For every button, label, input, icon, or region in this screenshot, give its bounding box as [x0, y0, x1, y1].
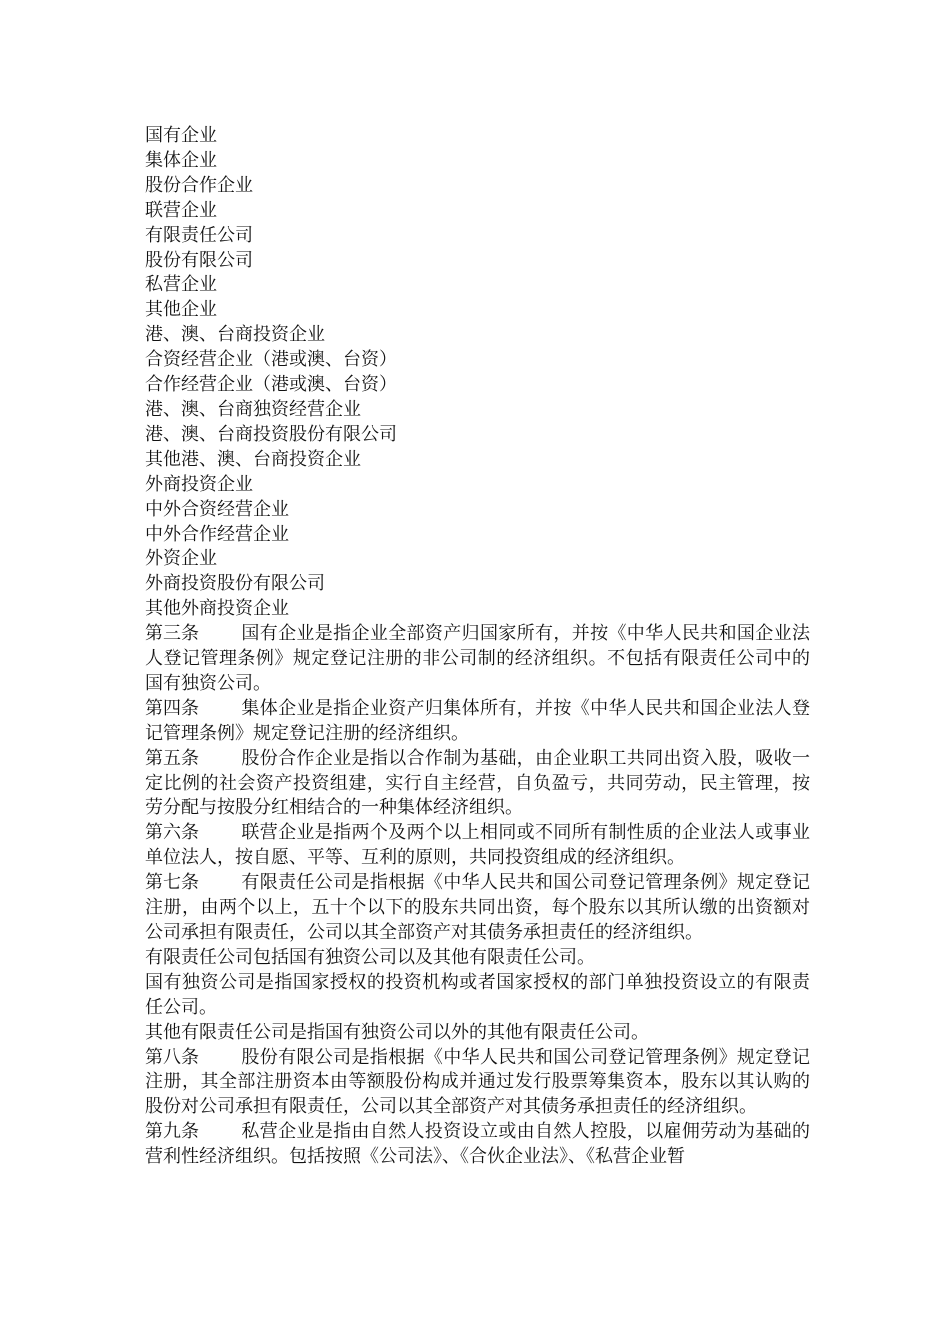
list-item: 联营企业: [145, 199, 217, 221]
article-8: [145, 1046, 810, 1121]
list-item: 股份合作企业: [145, 174, 253, 196]
list-item: 国有企业: [145, 125, 217, 146]
list-item: 港、澳、台商投资股份有限公司: [145, 423, 397, 445]
article-number: 第八条: [145, 1046, 199, 1068]
list-item: 外资企业: [145, 548, 217, 570]
article-text: 股份合作企业是指以合作制为基础，由企业职工共同出资入股，吸收一定比例的社会资产投资组建，实行自主经营，自负盈亏，共同劳动，民主管理，按劳分配与按股分红相结合的一种集体经济组织。: [145, 747, 810, 819]
article-text: 联营企业是指两个及两个以上相同或不同所有制性质的企业法人或事业单位法人，按自愿、平等、互利的原则，共同投资组成的经济组织。: [145, 822, 810, 869]
list-item: 合资经营企业（港或澳、台资）: [145, 349, 397, 371]
article-7: [145, 871, 810, 946]
list-item: 有限责任公司: [145, 224, 253, 246]
list-item: 外商投资股份有限公司: [145, 573, 325, 595]
list-item: 私营企业: [145, 274, 217, 296]
list-item: 港、澳、台商独资经营企业: [145, 398, 361, 420]
list-item: 港、澳、台商投资企业: [145, 324, 325, 346]
list-item: 其他企业: [145, 299, 217, 321]
article-text: 股份有限公司是指根据《中华人民共和国公司登记管理条例》规定登记注册，其全部注册资本由等额股份构成并通过发行股票筹集资本，股东以其认购的股份对公司承担有限责任，公司以其全部资产对其债务承担责任的经济组织。: [145, 1046, 810, 1118]
article-5: [145, 747, 810, 822]
article-number: 第六条: [145, 822, 199, 844]
article-3: [145, 622, 810, 697]
article-4: [145, 697, 810, 747]
list-item: 外商投资企业: [145, 473, 253, 495]
article-number: 第五条: [145, 747, 199, 769]
article-number: 第七条: [145, 872, 199, 894]
article-number: 第四条: [145, 697, 199, 719]
list-item: 中外合作经营企业: [145, 523, 289, 545]
paragraph: 国有独资公司是指国家授权的投资机构或者国家授权的部门单独投资设立的有限责任公司。: [145, 971, 810, 1018]
article-text: 国有企业是指企业全部资产归国家所有，并按《中华人民共和国企业法人登记管理条例》规定登记注册的非公司制的经济组织。不包括有限责任公司中的国有独资公司。: [145, 623, 810, 694]
paragraph: 有限责任公司包括国有独资公司以及其他有限责任公司。: [145, 946, 595, 968]
paragraph: 其他有限责任公司是指国有独资公司以外的其他有限责任公司。: [145, 1021, 649, 1043]
list-item: 其他外商投资企业: [145, 598, 289, 620]
list-item: 集体企业: [145, 149, 217, 171]
document-page: [145, 124, 810, 1170]
list-item: 合作经营企业（港或澳、台资）: [145, 374, 397, 396]
list-item: 股份有限公司: [145, 249, 253, 271]
article-number: 第三条: [145, 623, 199, 645]
article-9: [145, 1120, 810, 1170]
article-6: [145, 821, 810, 871]
article-text: 私营企业是指由自然人投资设立或由自然人控股，以雇佣劳动为基础的营利性经济组织。包括按照《公司法》、《合伙企业法》、《私营企业暂: [145, 1121, 810, 1168]
article-text: 集体企业是指企业资产归集体所有，并按《中华人民共和国企业法人登记管理条例》规定登记注册的经济组织。: [145, 697, 810, 744]
list-item: 其他港、澳、台商投资企业: [145, 448, 361, 470]
article-text: 有限责任公司是指根据《中华人民共和国公司登记管理条例》规定登记注册，由两个以上，五十个以下的股东共同出资，每个股东以其所认缴的出资额对公司承担有限责任，公司以其全部资产对其债务承担责任的经济组织。: [145, 872, 810, 943]
list-item: 中外合资经营企业: [145, 498, 289, 520]
article-number: 第九条: [145, 1121, 199, 1143]
